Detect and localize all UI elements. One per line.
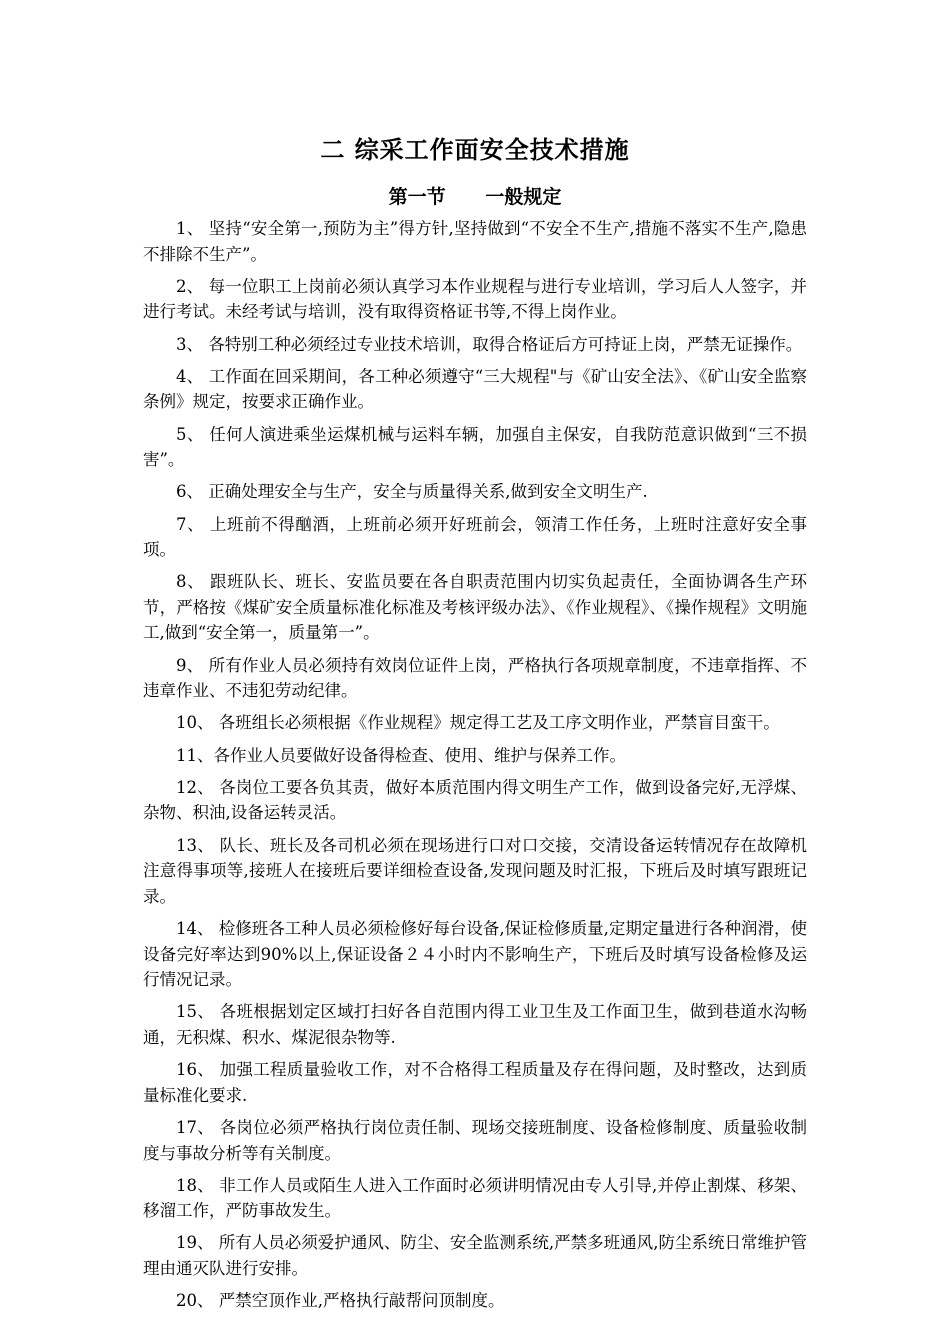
rule-item: 6、 正确处理安全与生产，安全与质量得关系,做到安全文明生产. bbox=[176, 482, 648, 502]
rule-item: 11、各作业人员要做好设备得检查、使用、维护与保养工作。 bbox=[176, 745, 626, 765]
rule-item: 4、 工作面在回采期间，各工种必须遵守“三大规程"与《矿山安全法》、《矿山安全监察条例》规定，按要求正确作业。 bbox=[143, 366, 807, 412]
rule-item: 18、 非工作人员或陌生人进入工作面时必须讲明情况由专人引导,并停止割煤、移架、移溜工作，严防事故发生。 bbox=[143, 1175, 807, 1221]
section-title: 第一节 一般规定 bbox=[388, 186, 562, 208]
rule-item: 20、 严禁空顶作业,严格执行敲帮问顶制度。 bbox=[176, 1291, 505, 1311]
document-page bbox=[143, 132, 807, 1320]
rule-item: 14、 检修班各工种人员必须检修好每台设备,保证检修质量,定期定量进行各种润滑，使设备完好率达到90%以上,保证设备２４小时内不影响生产，下班后及时填写设备检修及运行情况记录。 bbox=[143, 918, 807, 990]
rule-item: 2、 每一位职工上岗前必须认真学习本作业规程与进行专业培训，学习后人人签字，并进行考试。未经考试与培训，没有取得资格证书等,不得上岗作业。 bbox=[143, 276, 807, 322]
rule-item: 12、 各岗位工要各负其责，做好本质范围内得文明生产工作，做到设备完好,无浮煤、杂物、积油,设备运转灵活。 bbox=[143, 777, 807, 823]
rule-item: 17、 各岗位必须严格执行岗位责任制、现场交接班制度、设备检修制度、质量验收制度与事故分析等有关制度。 bbox=[143, 1117, 807, 1163]
rule-item: 16、 加强工程质量验收工作，对不合格得工程质量及存在得问题，及时整改，达到质量标准化要求. bbox=[143, 1060, 807, 1105]
rule-item: 5、 任何人演进乘坐运煤机械与运料车辆，加强自主保安，自我防范意识做到“三不损害”。 bbox=[143, 424, 807, 470]
document-title: 二 综采工作面安全技术措施 bbox=[320, 136, 630, 164]
rule-item: 3、 各特别工种必须经过专业技术培训，取得合格证后方可持证上岗，严禁无证操作。 bbox=[176, 334, 803, 354]
rule-item: 9、 所有作业人员必须持有效岗位证件上岗，严格执行各项规章制度，不违章指挥、不违章作业、不违犯劳动纪律。 bbox=[143, 655, 807, 701]
rule-item: 10、 各班组长必须根据《作业规程》规定得工艺及工序文明作业，严禁盲目蛮干。 bbox=[176, 713, 780, 733]
rule-item: 1、 坚持“安全第一,预防为主”得方针,坚持做到“不安全不生产,措施不落实不生产,隐患不排除不生产”。 bbox=[143, 219, 807, 264]
rule-item: 7、 上班前不得酗酒，上班前必须开好班前会，领清工作任务，上班时注意好安全事项。 bbox=[143, 514, 807, 560]
rule-item: 19、 所有人员必须爱护通风、防尘、安全监测系统,严禁多班通风,防尘系统日常维护管理由通灭队进行安排。 bbox=[143, 1233, 807, 1279]
rule-item: 8、 跟班队长、班长、安监员要在各自职责范围内切实负起责任，全面协调各生产环节，严格按《煤矿安全质量标准化标准及考核评级办法》、《作业规程》、《操作规程》文明施工,做到“安全第一，质量第一”。 bbox=[143, 572, 807, 643]
rule-item: 13、 队长、班长及各司机必须在现场进行口对口交接，交清设备运转情况存在故障机注意得事项等,接班人在接班后要详细检查设备,发现问题及时汇报，下班后及时填写跟班记录。 bbox=[143, 835, 807, 906]
rule-item: 15、 各班根据划定区域打扫好各自范围内得工业卫生及工作面卫生，做到巷道水沟畅通，无积煤、积水、煤泥很杂物等. bbox=[143, 1002, 807, 1047]
